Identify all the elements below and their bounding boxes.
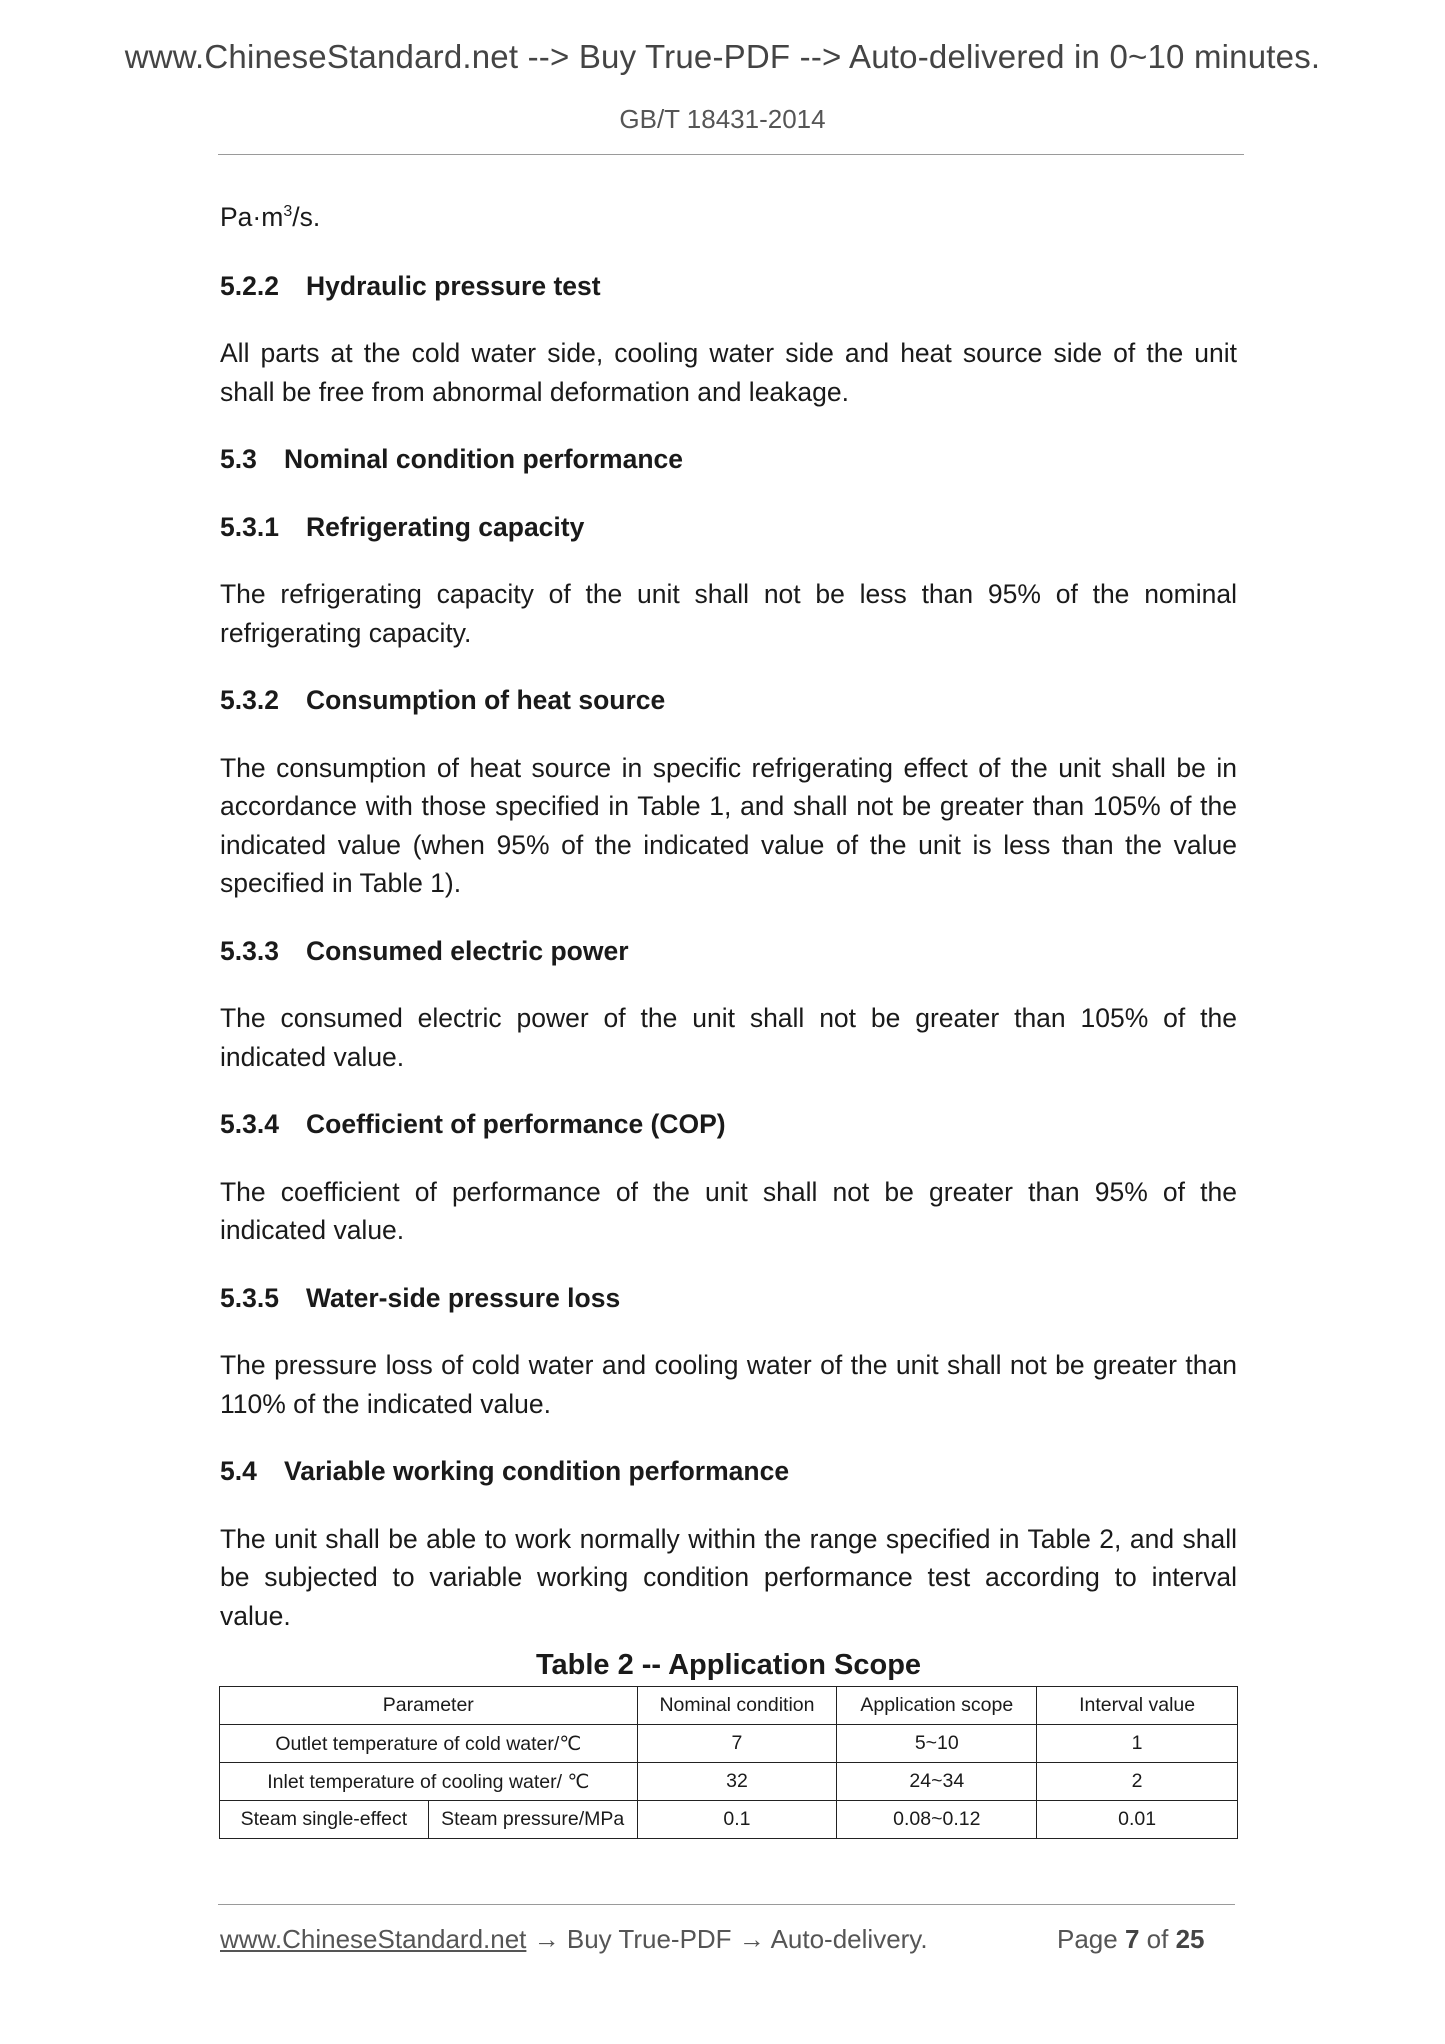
footer-divider — [218, 1904, 1235, 1905]
top-banner: www.ChineseStandard.net --> Buy True-PDF --> Auto-delivered in 0~10 minutes. — [124, 38, 1321, 75]
heading-5-3-3: 5.3.3 Consumed electric power — [220, 935, 629, 966]
footer-left — [220, 1924, 928, 1955]
header-cell: Nominal condition — [637, 1687, 837, 1725]
table-cell: 0.1 — [637, 1801, 837, 1839]
table-cell: Inlet temperature of cooling water/ ℃ — [220, 1763, 638, 1801]
table-cell: 0.01 — [1037, 1801, 1238, 1839]
heading-5-4: 5.4 Variable working condition performance — [220, 1456, 790, 1486]
paragraph-5-3-4: The coefficient of performance of the unit shall not be greater than 95% of the indicated value. — [220, 1176, 1237, 1245]
current-page: 7 — [1124, 1924, 1140, 1954]
table-cell: 24~34 — [837, 1763, 1037, 1801]
table-cell: 1 — [1037, 1725, 1238, 1763]
heading-5-3-5: 5.3.5 Water-side pressure loss — [220, 1282, 621, 1313]
page-indicator: Page 7 of 25 — [1057, 1924, 1205, 1954]
application-scope-table — [219, 1686, 1238, 1839]
unit-line: $Pa\cdot m^3/s$. — [220, 202, 321, 232]
header-cell: Application scope — [837, 1687, 1037, 1725]
table-title: Table 2 -- Application Scope — [535, 1649, 922, 1681]
heading-5-3-1: 5.3.1 Refrigerating capacity — [220, 511, 585, 542]
heading-5-3: 5.3 Nominal condition performance — [220, 444, 684, 474]
footer-link[interactable]: www.ChineseStandard.net — [220, 1924, 527, 1954]
table-row — [220, 1801, 1238, 1839]
footer-tail: → Buy True-PDF → Auto-delivery. — [526, 1924, 928, 1954]
total-pages: 25 — [1175, 1924, 1205, 1954]
table-cell: 7 — [637, 1725, 837, 1763]
table-cell: Steam pressure/MPa — [428, 1801, 637, 1839]
table-header-row — [220, 1687, 1238, 1725]
standard-id: GB/T 18431-2014 — [619, 104, 826, 134]
heading-5-3-4: 5.3.4 Coefficient of performance (COP) — [220, 1109, 726, 1139]
page-content — [220, 198, 1237, 1839]
paragraph-5-3-2: The consumption of heat source in specific refrigerating effect of the unit shall be in accordance with those specified in Table 1, and shall not be greater than 105% of the indicated value (when 95% of the indicated value of the unit is less than the value specified in Table 1). — [220, 752, 1237, 898]
table-cell: Outlet temperature of cold water/℃ — [220, 1725, 638, 1763]
table-cell: 5~10 — [837, 1725, 1037, 1763]
paragraph-5-2-2: All parts at the cold water side, cooling water side and heat source side of the unit shall be free from abnormal deformation and leakage. — [220, 338, 1237, 407]
header-cell: Parameter — [220, 1687, 638, 1725]
paragraph-5-4: The unit shall be able to work normally within the range specified in Table 2, and shall be subjected to variable working condition performance test according to interval value. — [220, 1523, 1237, 1631]
header-divider — [218, 154, 1244, 155]
paragraph-5-3-3: The consumed electric power of the unit shall not be greater than 105% of the indicated value. — [220, 1003, 1237, 1072]
table-cell: Steam single-effect — [220, 1801, 429, 1839]
table-row — [220, 1725, 1238, 1763]
table-cell: 0.08~0.12 — [837, 1801, 1037, 1839]
table-cell: 32 — [637, 1763, 837, 1801]
header-cell: Interval value — [1037, 1687, 1238, 1725]
table-row — [220, 1763, 1238, 1801]
heading-5-2-2: 5.2.2 Hydraulic pressure test — [220, 270, 601, 301]
paragraph-5-3-5: The pressure loss of cold water and cooling water of the unit shall not be greater than 110% of the indicated value. — [220, 1350, 1237, 1419]
paragraph-5-3-1: The refrigerating capacity of the unit shall not be less than 95% of the nominal refrigerating capacity. — [220, 579, 1237, 648]
heading-5-3-2: 5.3.2 Consumption of heat source — [220, 685, 666, 715]
table-cell: 2 — [1037, 1763, 1238, 1801]
